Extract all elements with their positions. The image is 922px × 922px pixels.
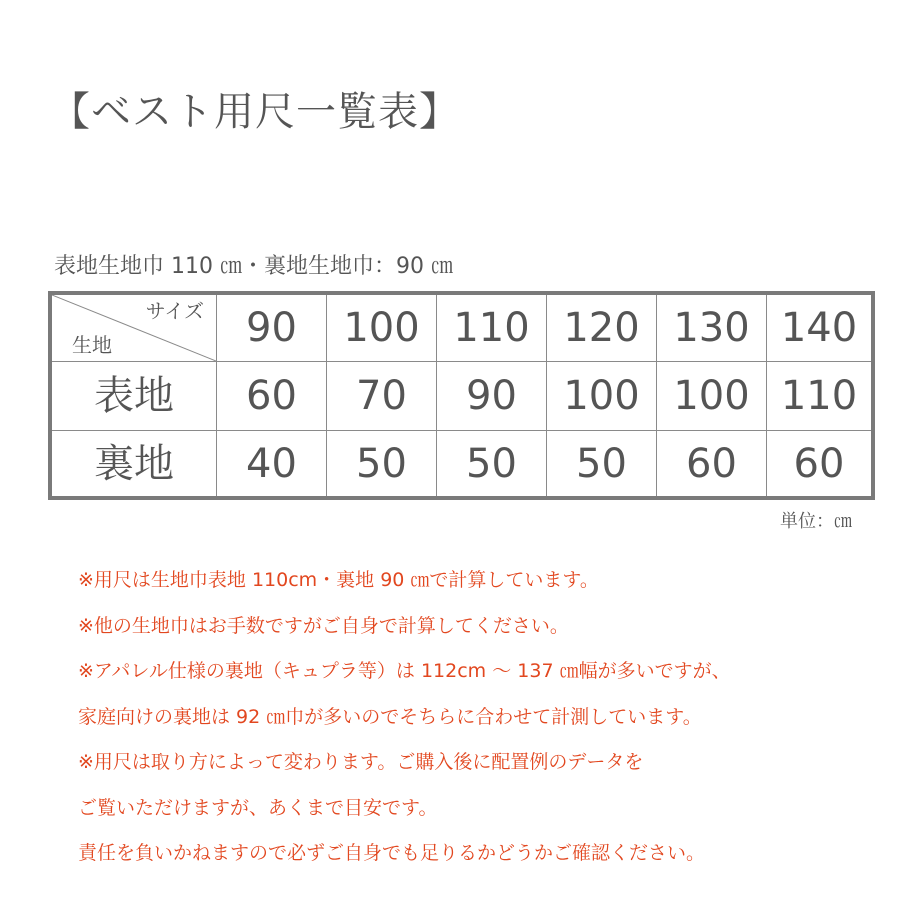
note-line: ご覧いただけますが、あくまで目安です。 [78, 796, 438, 819]
unit-label: 単位：㎝ [780, 511, 852, 532]
note-line: ※用尺は取り方によって変わります。ご購入後に配置例のデータを [78, 751, 644, 773]
row-label-outer-fabric: 表地 [52, 362, 217, 431]
size-header: 120 [547, 295, 657, 362]
note-line: 責任を負いかねますので必ずご自身でも足りるかどうかご確認ください。 [78, 842, 706, 864]
notes-list [78, 568, 731, 887]
table-cell: 90 [437, 362, 547, 431]
size-header: 140 [767, 295, 871, 362]
row-label-lining: 裏地 [52, 431, 217, 496]
table-cell: 60 [217, 362, 327, 431]
table-cell: 100 [657, 362, 767, 431]
size-header: 110 [437, 295, 547, 362]
size-header: 100 [327, 295, 437, 362]
table-cell: 70 [327, 362, 437, 431]
size-header: 90 [217, 295, 327, 362]
table-corner-header [52, 295, 217, 362]
yardage-table [48, 291, 875, 500]
fabric-width-note: 表地生地巾 110 ㎝・裏地生地巾：90 ㎝ [54, 254, 453, 279]
note-line: ※他の生地巾はお手数ですがご自身で計算してください。 [78, 614, 569, 637]
table-cell: 100 [547, 362, 657, 431]
size-header: 130 [657, 295, 767, 362]
note-line: 家庭向けの裏地は 92 ㎝巾が多いのでそちらに合わせて計測しています。 [78, 705, 702, 728]
table-cell: 60 [793, 440, 845, 487]
table-cell: 50 [327, 431, 437, 496]
note-line: ※用尺は生地巾表地 110cm・裏地 90 ㎝で計算しています。 [78, 569, 599, 591]
table-cell: 110 [767, 362, 871, 431]
table-cell: 50 [437, 431, 547, 496]
table-cell: 60 [657, 431, 767, 496]
note-line: ※アパレル仕様の裏地（キュプラ等）は 112cm 〜 137 ㎝幅が多いですが、 [78, 660, 731, 682]
page-title: 【ベスト用尺一覧表】 [50, 89, 460, 135]
table-cell: 40 [217, 431, 327, 496]
corner-fabric-label: 生地 [72, 333, 112, 357]
corner-size-label: サイズ [145, 299, 204, 323]
table-cell: 50 [547, 431, 657, 496]
